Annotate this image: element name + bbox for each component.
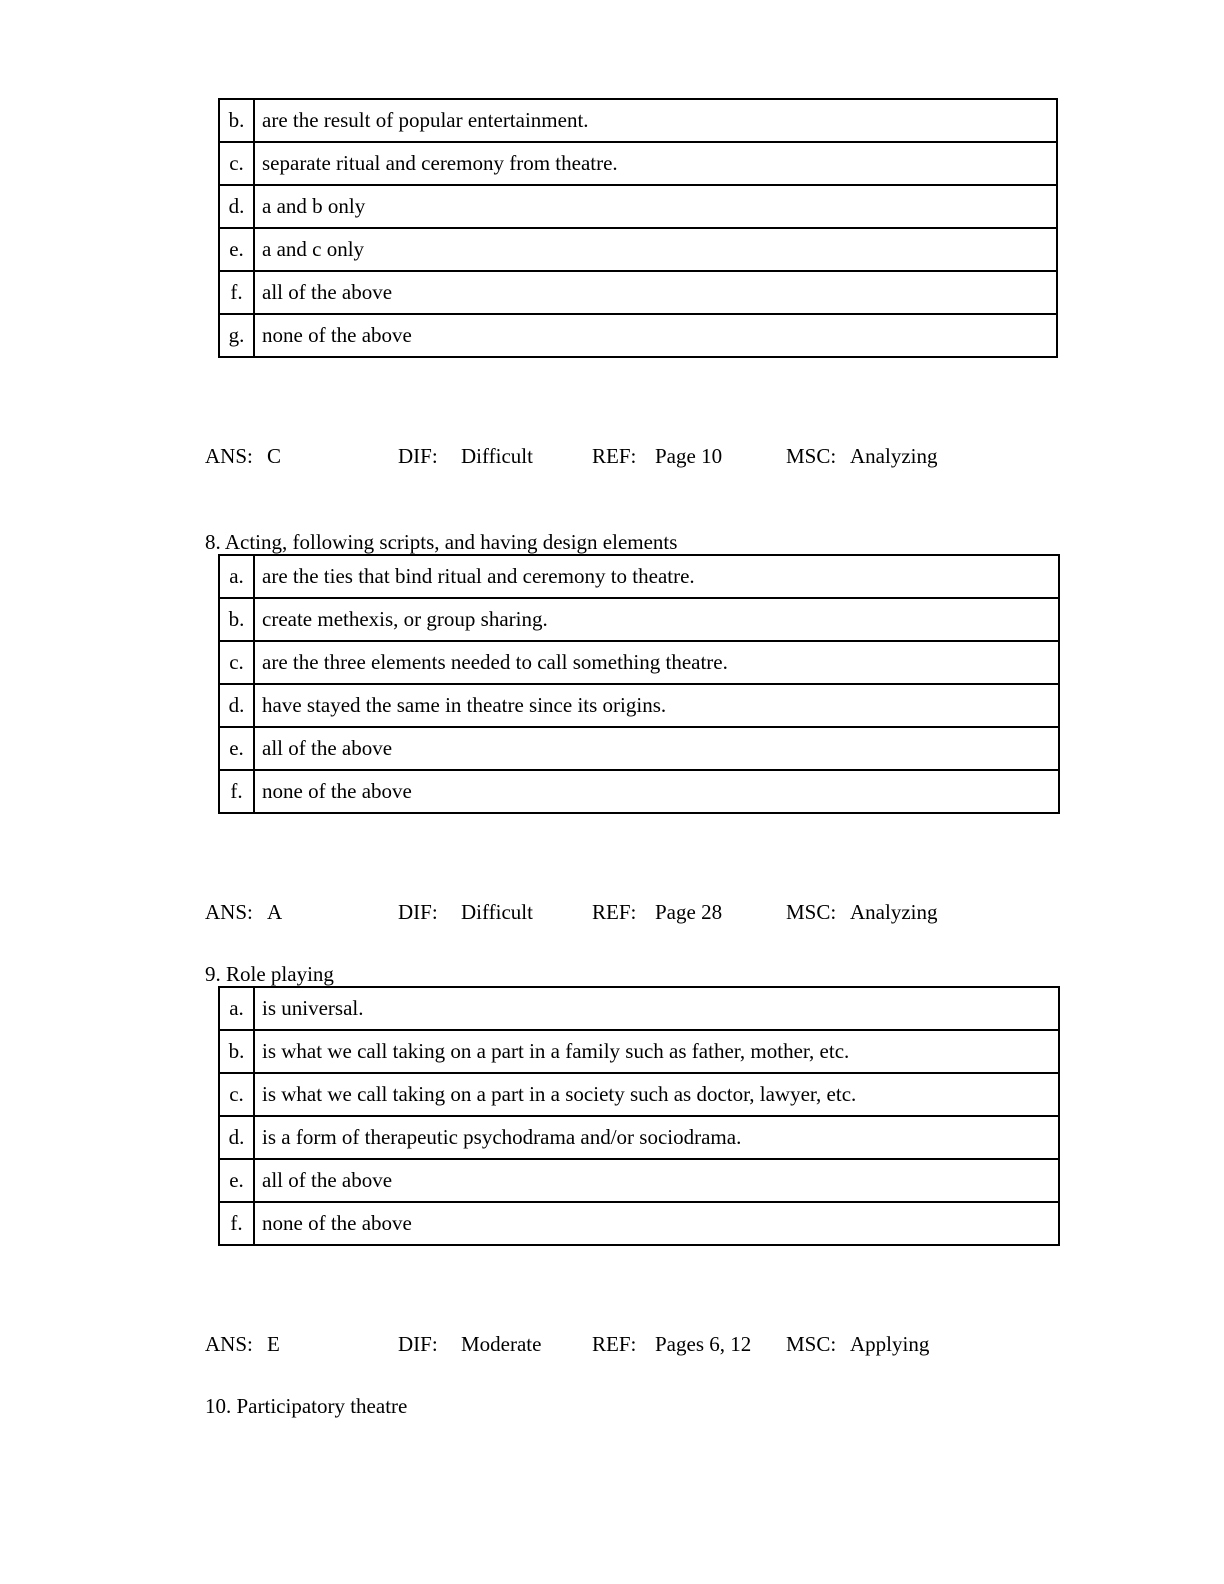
option-row <box>219 770 1059 813</box>
option-row <box>219 1159 1059 1202</box>
option-row <box>219 314 1057 357</box>
msc-label: MSC: <box>786 1332 837 1356</box>
answer-line-q7 <box>205 444 985 470</box>
ans-label: ANS: <box>205 900 253 924</box>
option-letter: e. <box>219 727 254 770</box>
option-letter: f. <box>219 271 254 314</box>
dif-value: Difficult <box>461 900 533 924</box>
question-prompt-q8: 8. Acting, following scripts, and having design elements <box>205 530 678 554</box>
option-text: a and c only <box>254 228 1057 271</box>
ans-value: E <box>267 1332 280 1356</box>
option-text: none of the above <box>254 314 1057 357</box>
option-row <box>219 1030 1059 1073</box>
msc-label: MSC: <box>786 444 837 468</box>
option-letter: c. <box>219 142 254 185</box>
option-text: all of the above <box>254 271 1057 314</box>
options-table-q7 <box>218 98 1058 358</box>
ans-value: A <box>267 900 283 924</box>
options-table-q8 <box>218 554 1060 814</box>
option-text: all of the above <box>254 1159 1059 1202</box>
option-letter: c. <box>219 641 254 684</box>
option-text: are the ties that bind ritual and ceremony to theatre. <box>254 555 1059 598</box>
option-text: create methexis, or group sharing. <box>254 598 1059 641</box>
option-letter: b. <box>219 1030 254 1073</box>
ans-label: ANS: <box>205 444 253 468</box>
option-text: are the three elements needed to call something theatre. <box>254 641 1059 684</box>
option-row <box>219 727 1059 770</box>
ref-label: REF: <box>592 900 637 924</box>
option-text: none of the above <box>254 770 1059 813</box>
option-text: is what we call taking on a part in a society such as doctor, lawyer, etc. <box>254 1073 1059 1116</box>
option-letter: d. <box>219 185 254 228</box>
msc-label: MSC: <box>786 900 837 924</box>
msc-value: Analyzing <box>850 900 938 924</box>
option-letter: e. <box>219 228 254 271</box>
option-letter: d. <box>219 1116 254 1159</box>
option-row <box>219 142 1057 185</box>
option-text: are the result of popular entertainment. <box>254 99 1057 142</box>
dif-value: Difficult <box>461 444 533 468</box>
option-row <box>219 185 1057 228</box>
option-row <box>219 228 1057 271</box>
option-text: none of the above <box>254 1202 1059 1245</box>
option-row <box>219 99 1057 142</box>
option-letter: f. <box>219 770 254 813</box>
option-letter: f. <box>219 1202 254 1245</box>
option-text: have stayed the same in theatre since its origins. <box>254 684 1059 727</box>
ref-value: Page 10 <box>655 444 723 468</box>
option-letter: d. <box>219 684 254 727</box>
option-row <box>219 987 1059 1030</box>
option-letter: a. <box>219 555 254 598</box>
option-letter: g. <box>219 314 254 357</box>
question-prompt-q9: 9. Role playing <box>205 962 334 986</box>
ans-value: C <box>267 444 282 468</box>
option-row <box>219 684 1059 727</box>
msc-value: Analyzing <box>850 444 938 468</box>
option-row <box>219 598 1059 641</box>
answer-line-q8 <box>205 900 985 926</box>
option-row <box>219 1073 1059 1116</box>
option-letter: b. <box>219 99 254 142</box>
option-letter: c. <box>219 1073 254 1116</box>
option-row <box>219 1202 1059 1245</box>
option-letter: e. <box>219 1159 254 1202</box>
ref-label: REF: <box>592 444 637 468</box>
option-row <box>219 271 1057 314</box>
msc-value: Applying <box>850 1332 930 1356</box>
option-text: is what we call taking on a part in a family such as father, mother, etc. <box>254 1030 1059 1073</box>
option-text: is universal. <box>254 987 1059 1030</box>
option-letter: a. <box>219 987 254 1030</box>
option-text: all of the above <box>254 727 1059 770</box>
option-row <box>219 641 1059 684</box>
options-table-q9 <box>218 986 1060 1246</box>
dif-value: Moderate <box>461 1332 542 1356</box>
dif-label: DIF: <box>398 1332 438 1356</box>
question-prompt-q10: 10. Participatory theatre <box>205 1394 408 1418</box>
ref-value: Pages 6, 12 <box>655 1332 752 1356</box>
ans-label: ANS: <box>205 1332 253 1356</box>
option-text: is a form of therapeutic psychodrama and/or sociodrama. <box>254 1116 1059 1159</box>
option-letter: b. <box>219 598 254 641</box>
option-row <box>219 1116 1059 1159</box>
answer-line-q9 <box>205 1332 985 1358</box>
ref-value: Page 28 <box>655 900 723 924</box>
dif-label: DIF: <box>398 900 438 924</box>
dif-label: DIF: <box>398 444 438 468</box>
option-row <box>219 555 1059 598</box>
option-text: separate ritual and ceremony from theatre. <box>254 142 1057 185</box>
ref-label: REF: <box>592 1332 637 1356</box>
option-text: a and b only <box>254 185 1057 228</box>
